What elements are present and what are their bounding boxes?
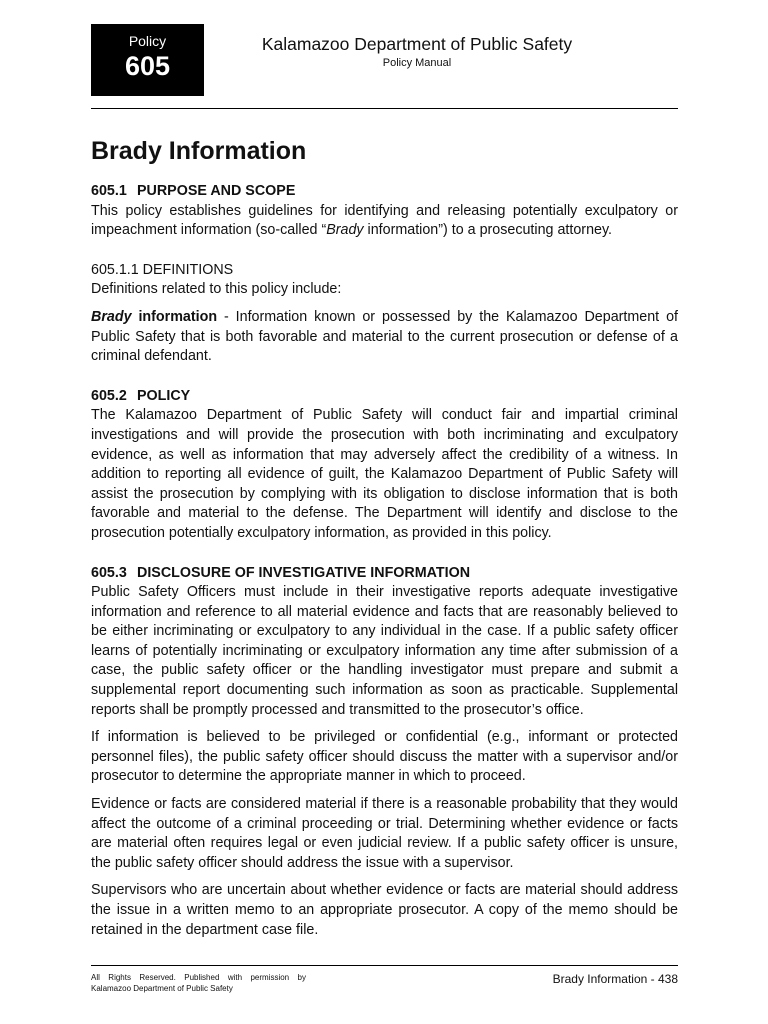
section-number: 605.1	[91, 183, 127, 199]
section-605-1-heading	[91, 182, 678, 202]
manual-label: Policy Manual	[382, 57, 452, 69]
footer-copyright: All Rights Reserved. Published with permission by Kalamazoo Department of Public Safety	[91, 973, 306, 993]
policy-number-box	[91, 24, 204, 96]
policy-paragraph: The Kalamazoo Department of Public Safety will conduct fair and impartial criminal investigations and will provide the prosecution with both incriminating and exculpatory evidence, as well as information that may adversely affect the credibility of a witness. In addition to reporting all evidence of guilt, the Kalamazoo Department of Public Safety will assist the prosecution by complying with its obligation to disclose information that is both favorable and material to the defense. The Department will identify and disclose to the prosecution potentially exculpatory information, as provided in this policy.	[91, 407, 678, 541]
section-number: 605.3	[91, 564, 127, 581]
policy-label: Policy	[128, 33, 167, 49]
policy-number: 605	[124, 51, 171, 81]
definition-text: - Information known or possessed by the Kalamazoo Department of Public Safety that is both favorable and material to the current prosecution or defense of a criminal defendant.	[91, 308, 678, 365]
section-title: PURPOSE AND SCOPE	[137, 183, 296, 199]
document-body	[91, 134, 678, 948]
definition-term	[91, 309, 217, 325]
purpose-paragraph	[91, 202, 678, 241]
section-number: 605.2	[91, 387, 127, 404]
section-title: POLICY	[137, 387, 191, 404]
disclosure-paragraph: Public Safety Officers must include in their investigative reports adequate investigative information and reference to all material evidence and facts that are reasonably believed to be either incriminating or exculpatory to any individual in the case. If a public safety officer learns of potentially incriminating or exculpatory information any time after submission of a case, the public safety officer or the handling investigator must prepare and submit a supplemental report documenting such information as soon as practicable. Supplemental reports shall be promptly processed and transmitted to the prosecutor’s office.	[91, 584, 678, 718]
section-605-3-heading	[91, 564, 678, 584]
purpose-text-end: information”) to a prosecuting attorney.	[363, 222, 613, 239]
footer-page-label: Brady Information - 438	[552, 972, 678, 986]
brady-definition	[91, 308, 678, 367]
disclosure-paragraph: If information is believed to be privileged or confidential (e.g., informant or protected personnel files), the public safety officer should discuss the matter with a supervisor and/or prosecutor to determine the appropriate manner in which to proceed.	[91, 729, 678, 785]
section-title: DISCLOSURE OF INVESTIGATIVE INFORMATION	[137, 564, 471, 581]
definitions-intro: Definitions related to this policy include:	[91, 281, 342, 298]
header-divider	[91, 108, 678, 109]
section-605-2-heading	[91, 387, 678, 407]
section-605-1-1-heading: 605.1.1 DEFINITIONS	[91, 261, 234, 278]
department-name: Kalamazoo Department of Public Safety	[261, 34, 573, 54]
definition-term-italic: Brady	[91, 308, 132, 325]
page-title: Brady Information	[91, 137, 307, 165]
purpose-text-start: This policy establishes guidelines for identifying and releasing potentially exculpatory or impeachment information (so-called “	[91, 202, 678, 239]
disclosure-paragraph: Evidence or facts are considered material if there is a reasonable probability that they would affect the outcome of a criminal proceeding or trial. Determining whether evidence or facts are material often requires legal or even judicial review. If a public safety officer is unsure, the public safety officer should address the issue with a supervisor.	[91, 796, 678, 871]
footer-divider	[91, 965, 678, 966]
brady-italic: Brady	[326, 222, 364, 239]
definition-term-rest: information	[131, 308, 218, 325]
disclosure-paragraph: Supervisors who are uncertain about whether evidence or facts are material should address the issue in a written memo to an appropriate prosecutor. A copy of the memo should be retained in the department case file.	[91, 882, 678, 938]
